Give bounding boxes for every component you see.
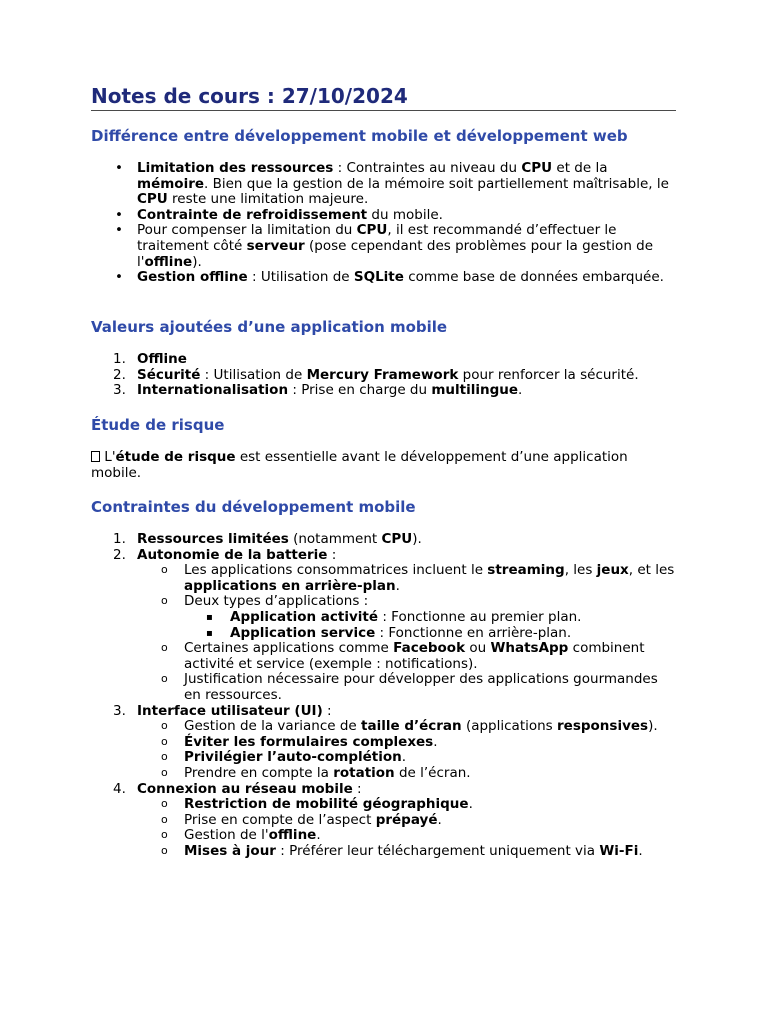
- list-item: 4. Connexion au réseau mobile : o Restriction de mobilité géographique. o Prise en compte de l’aspect prépayé. o Gestion de l'offline. o Mises à jour : Préférer leur téléchargement uniquement via Wi-Fi.: [137, 782, 677, 860]
- numbered-list-constraints: [137, 532, 677, 859]
- list-item: • Pour compenser la limitation du CPU, il est recommandé d’effectuer le traitement côté serveur (pose cependant des problèmes pour la gestion de l'offline).: [137, 223, 677, 270]
- sub-list-item: o Deux types d’applications : ▪ Application activité : Fonctionne au premier plan. ▪ Application service : Fonctionne en arrière-plan.: [184, 594, 677, 641]
- sub-list-item: o Certaines applications comme Facebook ou WhatsApp combinent activité et service (exemple : notifications).: [184, 641, 677, 672]
- list-item: 3. Interface utilisateur (UI) : o Gestion de la variance de taille d’écran (applications responsives). o Éviter les formulaires complexes. o Privilégier l’auto-complétion. o Prendre en compte la rotation de l’écran.: [137, 704, 677, 782]
- numbered-list-added-values: [137, 352, 677, 399]
- sub-list-item: o Justification nécessaire pour développer des applications gourmandes en ressources.: [184, 672, 677, 703]
- list-item: • Gestion offline : Utilisation de SQLite comme base de données embarquée.: [137, 270, 677, 286]
- sub-list-item: o Éviter les formulaires complexes.: [184, 735, 677, 751]
- list-item: 1. Offline: [137, 352, 677, 368]
- section-heading-constraints: Contraintes du développement mobile: [91, 498, 416, 516]
- list-item: 2. Autonomie de la batterie : o Les applications consommatrices incluent le streaming, les jeux, et les applications en arrière-plan. o Deux types d’applications : ▪ Application activité : Fonctionne au premier plan. ▪ Application service : Fonctionne en arrière-plan. o Certaines applications comme Facebook ou WhatsApp combinent activité et service (exemple : notifications). o Justification nécessaire pour développer des applications gourmandes en ressources.: [137, 548, 677, 704]
- sub-list-item: o Prise en compte de l’aspect prépayé.: [184, 813, 677, 829]
- sub-sub-list-item: ▪ Application activité : Fonctionne au premier plan.: [230, 610, 677, 626]
- section-heading-risk-study: Étude de risque: [91, 416, 225, 434]
- sub-list-item: o Mises à jour : Préférer leur téléchargement uniquement via Wi-Fi.: [184, 844, 677, 860]
- sub-list: [137, 797, 677, 859]
- section-heading-mobile-vs-web: Différence entre développement mobile et développement web: [91, 127, 628, 145]
- list-item: 3. Internationalisation : Prise en charge du multilingue.: [137, 383, 677, 399]
- list-item: • Contrainte de refroidissement du mobile.: [137, 208, 677, 224]
- section-heading-added-values: Valeurs ajoutées d’une application mobile: [91, 318, 448, 336]
- missing-glyph-icon: [91, 451, 100, 462]
- list-item: • Limitation des ressources : Contraintes au niveau du CPU et de la mémoire. Bien que la gestion de la mémoire soit partiellement maîtrisable, le CPU reste une limitation majeure.: [137, 161, 677, 208]
- risk-study-paragraph: L'étude de risque est essentielle avant le développement d’une application mobile.: [91, 449, 628, 481]
- sub-list: [137, 563, 677, 703]
- sub-list: [137, 719, 677, 781]
- list-item: 2. Sécurité : Utilisation de Mercury Framework pour renforcer la sécurité.: [137, 368, 677, 384]
- sub-sub-list-item: ▪ Application service : Fonctionne en arrière-plan.: [230, 626, 677, 642]
- sub-list-item: o Gestion de la variance de taille d’écran (applications responsives).: [184, 719, 677, 735]
- list-item: 1. Ressources limitées (notamment CPU).: [137, 532, 677, 548]
- page-title: Notes de cours : 27/10/2024: [91, 84, 676, 111]
- sub-sub-list: [184, 610, 677, 641]
- sub-list-item: o Gestion de l'offline.: [184, 828, 677, 844]
- sub-list-item: o Restriction de mobilité géographique.: [184, 797, 677, 813]
- sub-list-item: o Les applications consommatrices incluent le streaming, les jeux, et les applications en arrière-plan.: [184, 563, 677, 594]
- sub-list-item: o Prendre en compte la rotation de l’écran.: [184, 766, 677, 782]
- sub-list-item: o Privilégier l’auto-complétion.: [184, 750, 677, 766]
- bullet-list-differences: [137, 161, 677, 286]
